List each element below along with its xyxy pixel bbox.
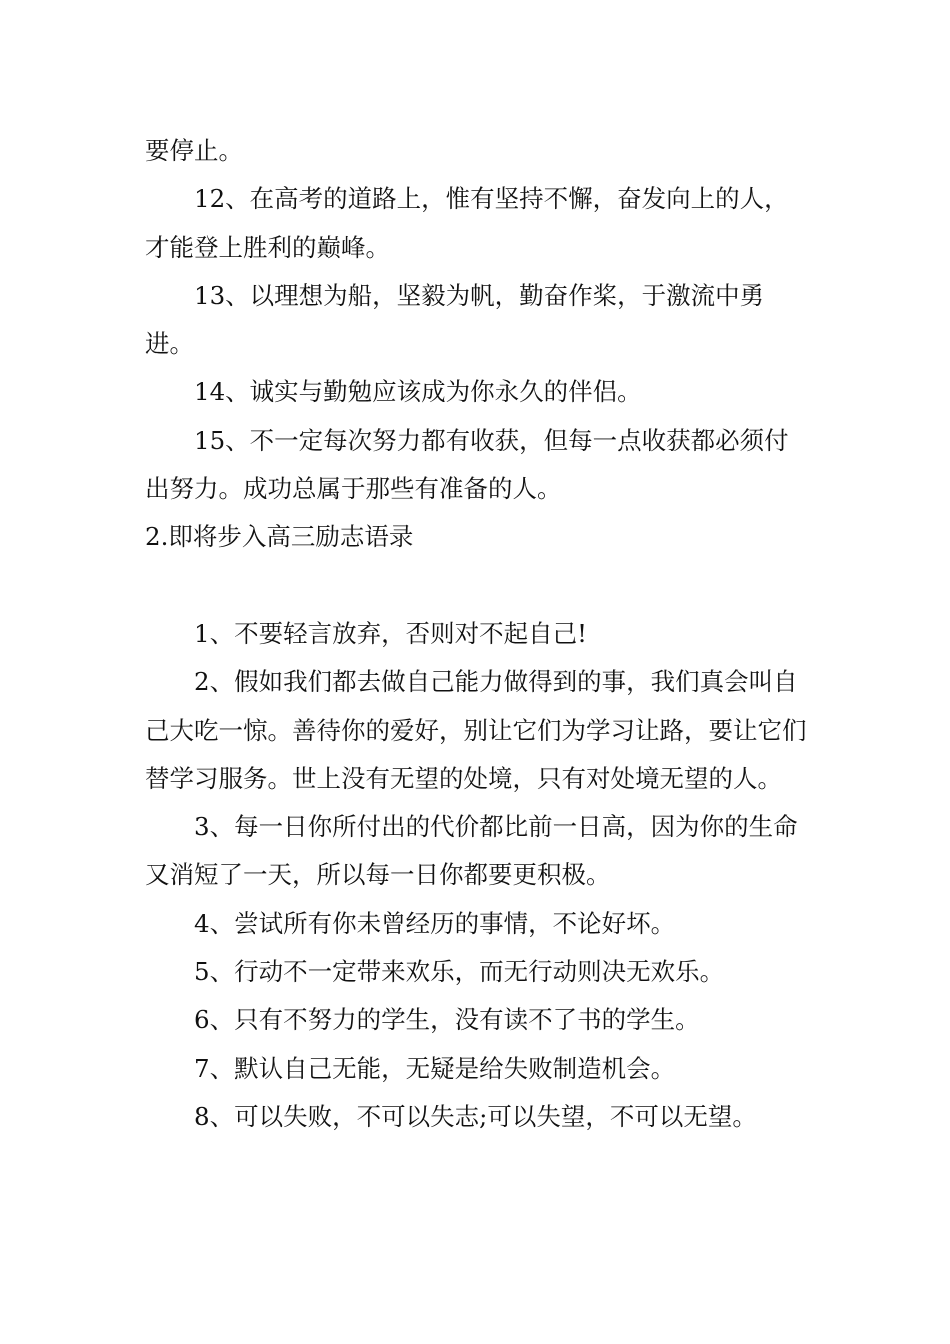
quote-item-15: 15、不一定每次努力都有收获，但每一点收获都必须付出努力。成功总属于那些有准备的人。 <box>145 425 789 504</box>
document-body <box>145 127 813 1141</box>
quote-item-12: 12、在高考的道路上，惟有坚持不懈，奋发向上的人，才能登上胜利的巅峰。 <box>145 184 789 262</box>
quote-item-4: 4、尝试所有你未曾经历的事情，不论好坏。 <box>194 908 676 938</box>
quote-item-5: 5、行动不一定带来欢乐，而无行动则决无欢乐。 <box>194 957 725 987</box>
quote-item-8: 8、可以失败，不可以失志;可以失望，不可以无望。 <box>194 1101 757 1131</box>
quote-item-2: 2、假如我们都去做自己能力做得到的事，我们真会叫自己大吃一惊。善待你的爱好，别让它们为学习让路，要让它们替学习服务。世上没有无望的处境，只有对处境无望的人。 <box>145 667 807 793</box>
continuation-text: 要停止。 <box>145 136 243 165</box>
quote-item-14: 14、诚实与勤勉应该成为你永久的伴侣。 <box>194 377 642 407</box>
quote-item-6: 6、只有不努力的学生，没有读不了书的学生。 <box>194 1005 700 1035</box>
blank-line <box>145 562 813 610</box>
quote-item-13: 13、以理想为船，坚毅为帆，勤奋作桨，于激流中勇进。 <box>145 280 765 359</box>
quote-item-3: 3、每一日你所付出的代价都比前一日高，因为你的生命又消短了一天，所以每一日你都要更积极。 <box>145 812 798 890</box>
quote-item-1: 1、不要轻言放弃，否则对不起自己! <box>194 618 587 648</box>
section-heading: 2.即将步入高三励志语录 <box>145 522 414 552</box>
quote-item-7: 7、默认自己无能，无疑是给失败制造机会。 <box>194 1053 676 1083</box>
